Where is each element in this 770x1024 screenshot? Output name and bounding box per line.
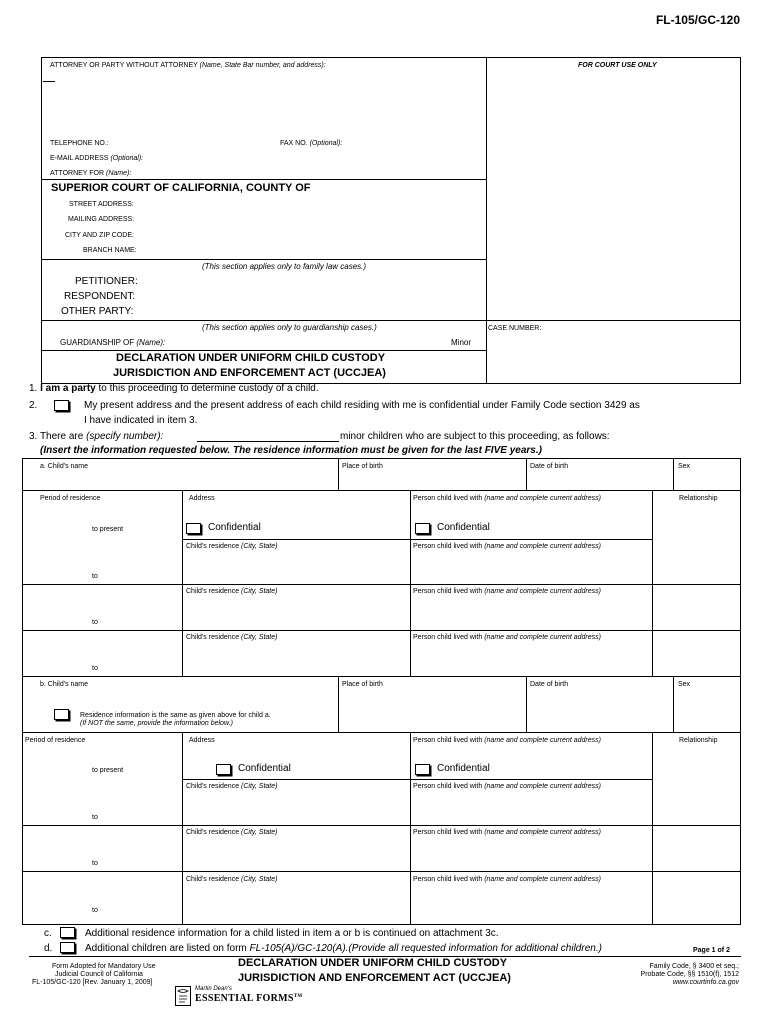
item-2-line-1: My present address and the present address of each child residing with me is confidential under Family Code section 3429 as	[84, 400, 640, 411]
respondent-label: RESPONDENT:	[64, 291, 136, 302]
title-divider	[41, 350, 486, 351]
page-number: Page 1 of 2	[693, 947, 730, 954]
child-a-address-confidential-label: Confidential	[208, 522, 261, 533]
item-2-number: 2.	[29, 400, 38, 411]
header-box	[41, 57, 741, 384]
item-3-rest: minor children who are subject to this proceeding, as follows:	[340, 431, 610, 442]
child-b-residence-label-2: Child's residence (City, State)	[186, 829, 278, 836]
court-divider	[41, 179, 486, 180]
city-label: CITY AND ZIP CODE:	[65, 232, 134, 239]
child-a-residence-label-1: Child's residence (City, State)	[186, 543, 278, 550]
guardianship-label: GUARDIANSHIP OF (Name):	[60, 338, 166, 347]
guardianship-note: (This section applies only to guardianship cases.)	[202, 323, 377, 332]
child-a-person-label-1: Person child lived with (name and complete current address)	[413, 543, 601, 550]
attorney-for-label: ATTORNEY FOR (Name):	[50, 170, 132, 177]
mailing-label: MAILING ADDRESS:	[68, 216, 135, 223]
child-b-to-1: to	[92, 814, 98, 821]
child-table	[22, 458, 741, 925]
child-a-to-1: to	[92, 573, 98, 580]
child-a-period-label: Period of residence	[40, 495, 101, 502]
item-1: 1. I am a party to this proceeding to determine custody of a child.	[29, 383, 319, 394]
instruction: (Insert the information requested below. The residence information must be given for the last FIVE years.)	[40, 445, 542, 456]
attorney-label: ATTORNEY OR PARTY WITHOUT ATTORNEY (Name, State Bar number, and address):	[50, 62, 326, 69]
child-a-to-present: to present	[92, 526, 124, 533]
footer-title-2: JURISDICTION AND ENFORCEMENT ACT (UCCJEA)	[238, 972, 511, 984]
child-a-date-of-birth-label: Date of birth	[530, 463, 569, 470]
child-b-to-2: to	[92, 860, 98, 867]
footer-title-1: DECLARATION UNDER UNIFORM CHILD CUSTODY	[238, 957, 508, 969]
child-a-to-2: to	[92, 619, 98, 626]
child-a-person-confidential-checkbox[interactable]	[415, 523, 430, 534]
child-b-name-label: b. Child's name	[40, 681, 89, 688]
branch-label: BRANCH NAME:	[83, 247, 137, 254]
form-number: FL-105/GC-120	[655, 13, 740, 27]
footer-council: Judicial Council of California	[55, 971, 143, 978]
logo-large-text: ESSENTIAL FORMS™	[195, 993, 303, 1004]
child-a-place-of-birth-label: Place of birth	[342, 463, 383, 470]
guardianship-divider	[41, 320, 741, 321]
party-divider	[41, 259, 486, 260]
court-use-label: FOR COURT USE ONLY	[578, 62, 657, 69]
child-b-person-confidential-label: Confidential	[437, 763, 490, 774]
child-b-relationship-label: Relationship	[679, 737, 718, 744]
child-b-person-label-2: Person child lived with (name and complete current address)	[413, 829, 601, 836]
child-b-sex-label: Sex	[678, 681, 691, 688]
child-b-same-residence-checkbox[interactable]	[54, 709, 69, 720]
child-a-sex-label: Sex	[678, 463, 691, 470]
child-b-residence-label-3: Child's residence (City, State)	[186, 876, 278, 883]
child-b-person-label-1: Person child lived with (name and complete current address)	[413, 783, 601, 790]
footer-revision: FL-105/GC-120 [Rev. January 1, 2009]	[32, 979, 153, 986]
child-a-relationship-label: Relationship	[679, 495, 718, 502]
logo-small-text: Martin Dean's	[195, 986, 232, 992]
child-b-place-of-birth-label: Place of birth	[342, 681, 383, 688]
item-d-text: Additional children are listed on form FL-105(A)/GC-120(A).(Provide all requested information for additional children.)	[85, 943, 602, 954]
other-party-label: OTHER PARTY:	[61, 306, 134, 317]
child-b-address-confidential-label: Confidential	[238, 763, 291, 774]
child-a-to-3: to	[92, 665, 98, 672]
item-c-label: c.	[44, 928, 52, 939]
item-3: 3. There are (specify number):	[29, 431, 164, 442]
child-b-person-label: Person child lived with (name and complete current address)	[413, 737, 601, 744]
item-2-line-2: I have indicated in item 3.	[84, 415, 198, 426]
fax-label: FAX NO. (Optional):	[280, 140, 343, 147]
child-b-to-present: to present	[92, 767, 124, 774]
child-a-address-label: Address	[189, 495, 215, 502]
item-c-text: Additional residence information for a child listed in item a or b is continued on attachment 3c.	[85, 928, 499, 939]
child-b-same-residence-line-2: (If NOT the same, provide the information below.)	[80, 720, 233, 727]
footer-adopted: Form Adopted for Mandatory Use	[52, 963, 156, 970]
item-2-checkbox[interactable]	[54, 400, 69, 411]
petitioner-label: PETITIONER:	[75, 276, 138, 287]
header-divider	[486, 57, 487, 384]
item-d-label: d.	[44, 943, 53, 954]
child-b-same-residence-line-1: Residence information is the same as given above for child a.	[80, 712, 271, 719]
child-a-address-confidential-checkbox[interactable]	[186, 523, 201, 534]
essential-forms-logo-icon	[175, 986, 191, 1006]
child-b-period-label: Period of residence	[25, 737, 86, 744]
item-3-count-field[interactable]	[197, 441, 339, 442]
child-b-address-label: Address	[189, 737, 215, 744]
child-b-person-confidential-checkbox[interactable]	[415, 764, 430, 775]
footer-website[interactable]: www.courtinfo.ca.gov	[672, 979, 739, 986]
child-a-person-confidential-label: Confidential	[437, 522, 490, 533]
court-title: SUPERIOR COURT OF CALIFORNIA, COUNTY OF	[51, 182, 311, 194]
child-b-date-of-birth-label: Date of birth	[530, 681, 569, 688]
title-line-2: JURISDICTION AND ENFORCEMENT ACT (UCCJEA)	[113, 367, 386, 379]
item-d-checkbox[interactable]	[60, 942, 75, 953]
footer-family-code: Family Code, § 3400 et seq.;	[649, 963, 739, 970]
child-b-to-3: to	[92, 907, 98, 914]
child-a-residence-label-3: Child's residence (City, State)	[186, 634, 278, 641]
family-note: (This section applies only to family law cases.)	[202, 262, 367, 271]
child-b-address-confidential-checkbox[interactable]	[216, 764, 231, 775]
item-c-checkbox[interactable]	[60, 927, 75, 938]
title-line-1: DECLARATION UNDER UNIFORM CHILD CUSTODY	[116, 352, 386, 364]
footer-probate-code: Probate Code, §§ 1510(f), 1512	[640, 971, 739, 978]
attorney-name-field[interactable]	[43, 81, 55, 82]
child-a-person-label: Person child lived with (name and complete current address)	[413, 495, 601, 502]
email-label: E-MAIL ADDRESS (Optional):	[50, 155, 144, 162]
case-number-label: CASE NUMBER:	[488, 325, 542, 332]
street-label: STREET ADDRESS:	[69, 201, 134, 208]
child-a-person-label-2: Person child lived with (name and complete current address)	[413, 588, 601, 595]
child-a-residence-label-2: Child's residence (City, State)	[186, 588, 278, 595]
child-a-person-label-3: Person child lived with (name and complete current address)	[413, 634, 601, 641]
telephone-label: TELEPHONE NO.:	[50, 140, 109, 147]
child-b-residence-label-1: Child's residence (City, State)	[186, 783, 278, 790]
child-b-person-label-3: Person child lived with (name and complete current address)	[413, 876, 601, 883]
child-a-name-label: a. Child's name	[40, 463, 89, 470]
minor-label: Minor	[451, 338, 472, 347]
